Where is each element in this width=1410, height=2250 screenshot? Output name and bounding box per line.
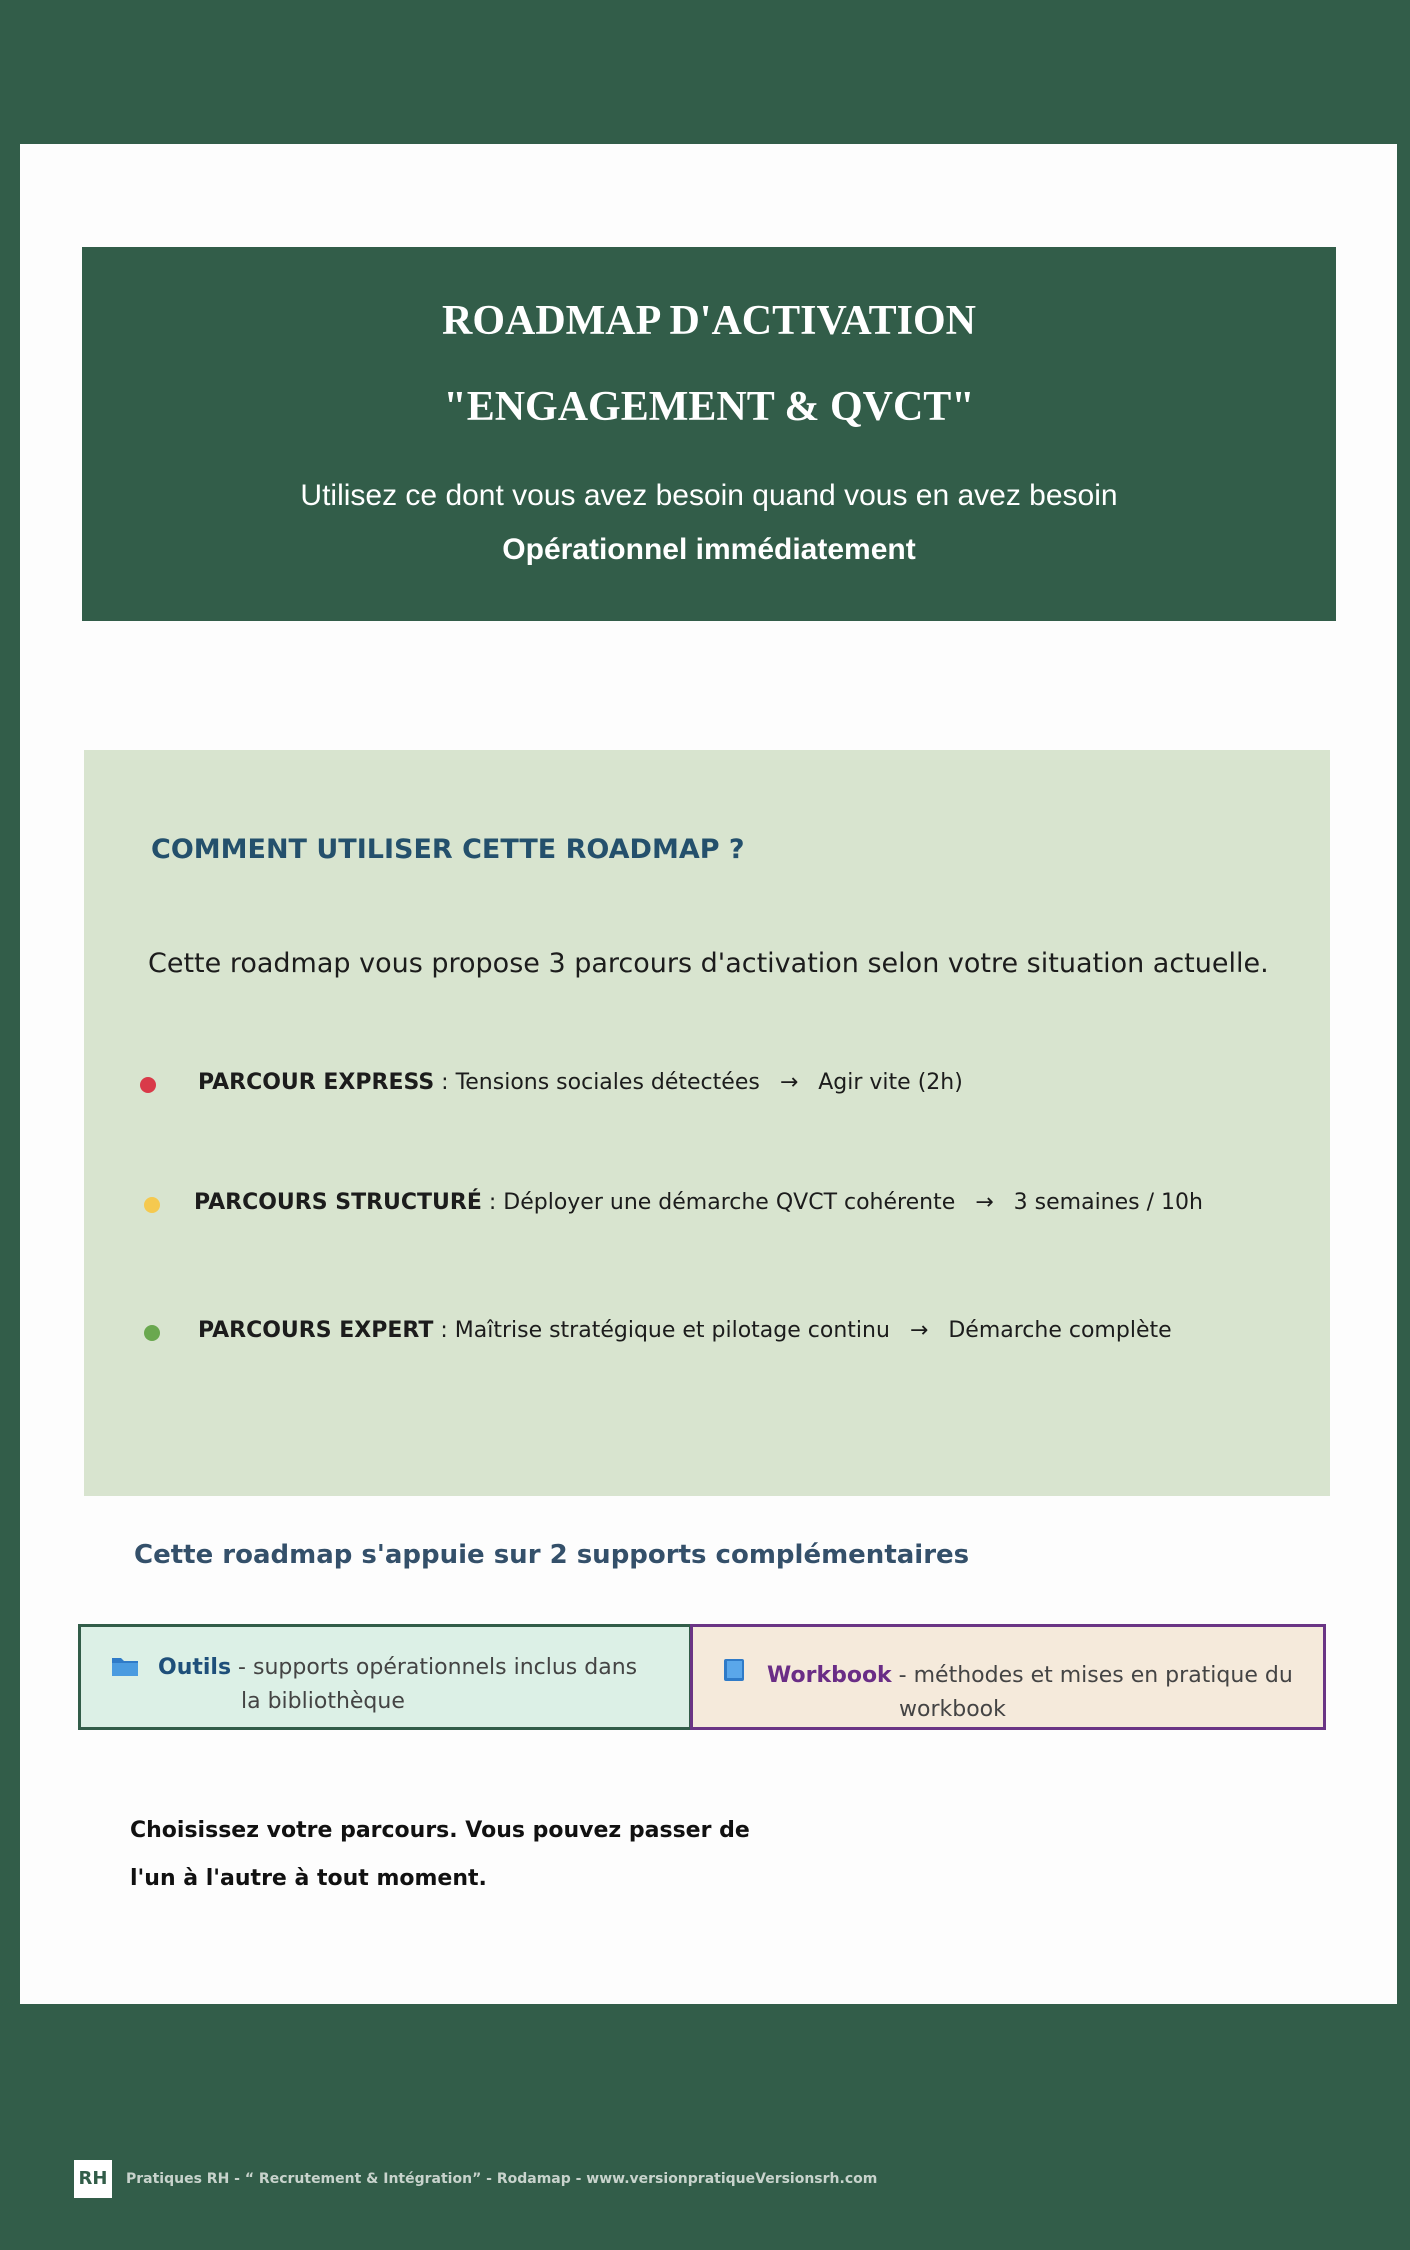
howto-intro: Cette roadmap vous propose 3 parcours d'activation selon votre situation actuelle. xyxy=(148,948,1269,979)
outils-text-2: la bibliothèque xyxy=(241,1689,405,1714)
outils-keyword: Outils xyxy=(158,1655,232,1680)
arrow-icon: → xyxy=(975,1190,994,1215)
support-card-outils xyxy=(78,1624,692,1730)
route-name: PARCOURS STRUCTURÉ xyxy=(194,1190,482,1215)
workbook-text: - méthodes et mises en pratique du xyxy=(891,1663,1293,1688)
arrow-icon: → xyxy=(779,1070,799,1095)
howto-panel xyxy=(84,750,1330,1496)
choose-line-1: Choisissez votre parcours. Vous pouvez passer de xyxy=(130,1818,750,1843)
tagline: Opérationnel immédiatement xyxy=(502,533,916,566)
choose-line-2: l'un à l'autre à tout moment. xyxy=(130,1866,487,1891)
workbook-keyword: Workbook xyxy=(767,1663,892,1688)
route-result: Démarche complète xyxy=(948,1318,1172,1343)
route-desc: : Tensions sociales détectées xyxy=(434,1070,760,1095)
route-dot-yellow-icon xyxy=(144,1197,160,1213)
route-name: PARCOURS EXPERT xyxy=(198,1318,434,1343)
howto-title: COMMENT UTILISER CETTE ROADMAP ? xyxy=(151,834,745,865)
workbook-text-2: workbook xyxy=(899,1697,1006,1722)
support-card-workbook xyxy=(690,1624,1326,1730)
brand-logo: RH xyxy=(74,2160,112,2198)
subtitle: Utilisez ce dont vous avez besoin quand vous en avez besoin xyxy=(300,479,1118,512)
route-dot-green-icon xyxy=(144,1325,160,1341)
document-page xyxy=(20,144,1397,2004)
route-desc: : Déployer une démarche QVCT cohérente xyxy=(481,1190,956,1215)
route-name: PARCOUR EXPRESS xyxy=(198,1070,435,1095)
route-result: Agir vite (2h) xyxy=(818,1070,963,1095)
title-line-2: "ENGAGEMENT & QVCT" xyxy=(443,384,975,430)
route-desc: : Maîtrise stratégique et pilotage continu xyxy=(433,1318,890,1343)
footer-text: Pratiques RH - “ Recrutement & Intégration” - Rodamap - www.versionpratiqueVersionsrh.com xyxy=(126,2171,878,2187)
title-line-1: ROADMAP D'ACTIVATION xyxy=(442,298,976,344)
route-dot-red-icon xyxy=(140,1077,156,1093)
folder-icon xyxy=(111,1655,139,1677)
supports-title: Cette roadmap s'appuie sur 2 supports complémentaires xyxy=(134,1540,970,1570)
book-icon xyxy=(721,1657,747,1683)
hero-banner xyxy=(82,247,1336,621)
arrow-icon: → xyxy=(909,1318,929,1343)
outils-text: - supports opérationnels inclus dans xyxy=(231,1655,638,1680)
route-result: 3 semaines / 10h xyxy=(1013,1190,1203,1215)
